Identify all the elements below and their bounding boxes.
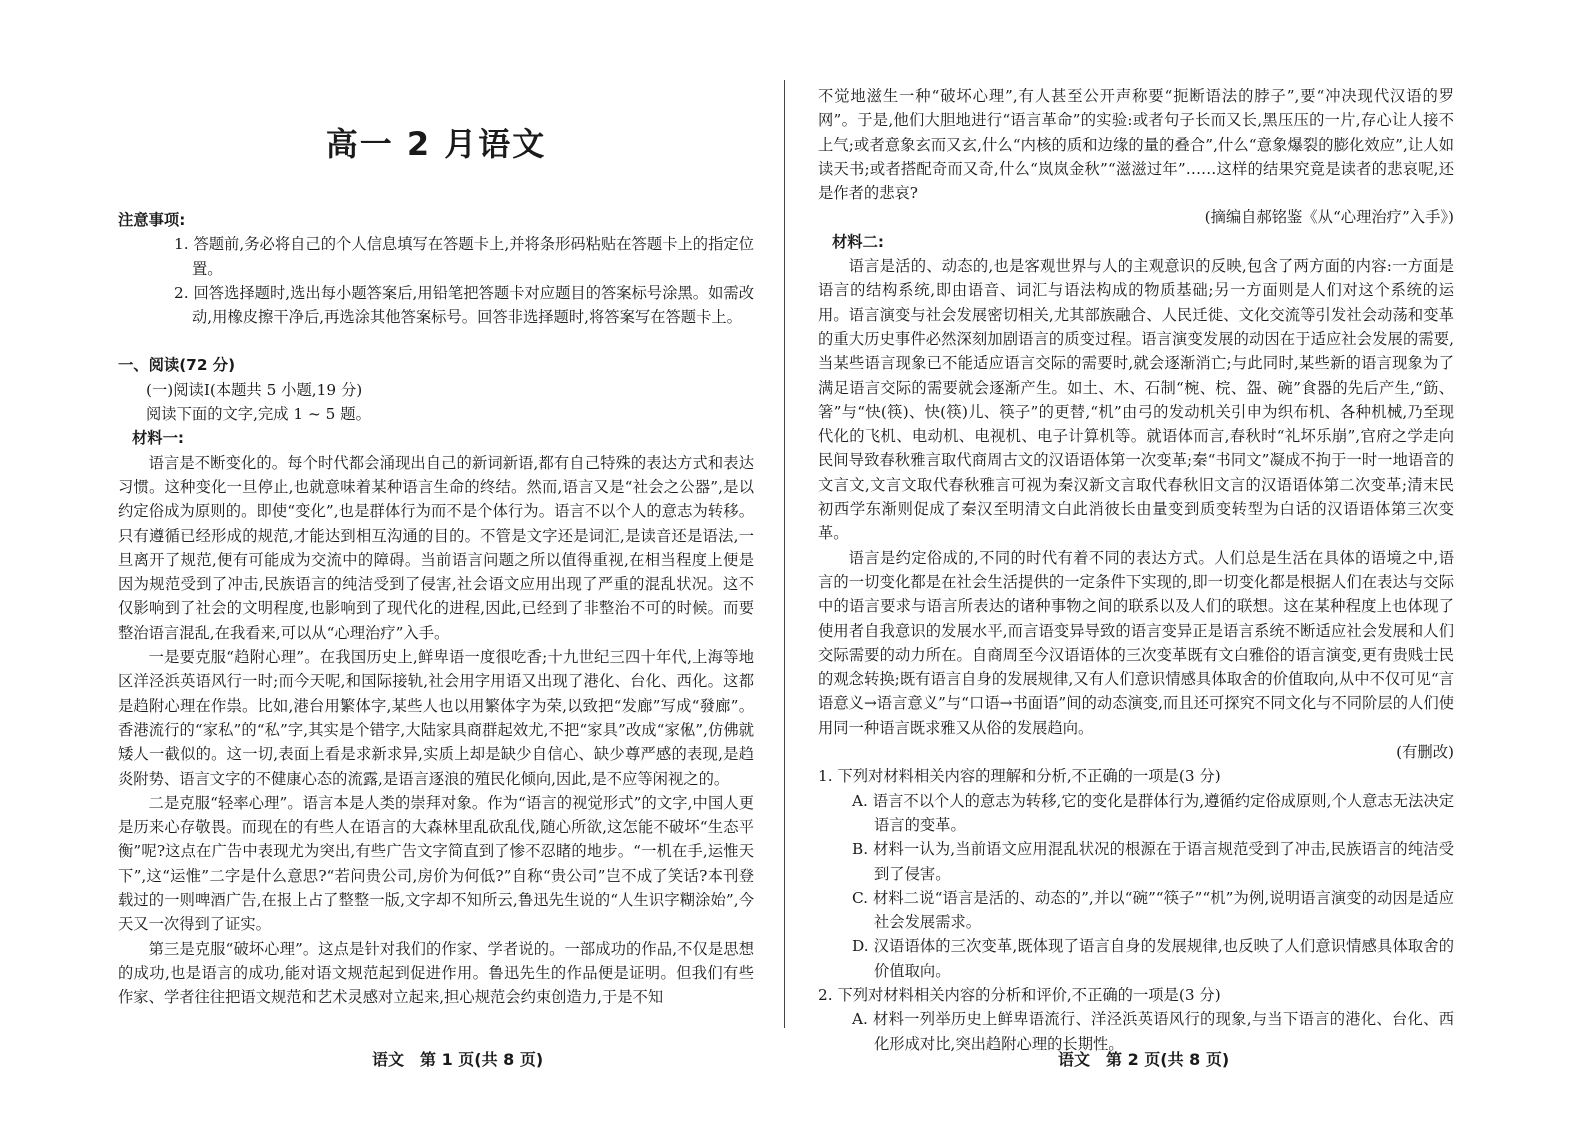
material-1-label: 材料一: bbox=[132, 429, 185, 448]
material-1-paragraph: 一是要克服“趋附心理”。在我国历史上,鲜卑语一度很吃香;十九世纪三四十年代,上海等地区洋泾浜英语风行一时;而今天呢,和国际接轨,社会用字用语又出现了港化、台化、西化。这都是趋附心理在作祟。比如,港台用繁体字,某些人也以用繁体字为荣,以致把“发廊”写成“發廊”。香港流行的“家私”的“私”字,其实是个错字,大陆家具商群起效尤,不把“家具”改成“家俬”,仿佛就矮人一截似的。这一切,表面上看是求新求异,实质上却是缺少自信心、缺少尊严感的表现,是趋炎附势、语言文字的不健康心态的流露,是语言逐浪的殖民化倾向,因此,是不应等闲视之的。 bbox=[118, 648, 754, 788]
column-divider bbox=[784, 80, 785, 1028]
material-2-source: (有删改) bbox=[1396, 743, 1454, 762]
left-page bbox=[118, 80, 754, 1010]
question-1-option: C. 材料二说“语言是活的、动态的”,并以“碗”“筷子”“机”为例,说明语言演变的动因是适应社会发展需求。 bbox=[852, 888, 1454, 932]
material-1-continued: 不觉地滋生一种“破坏心理”,有人甚至公开声称要“扼断语法的脖子”,要“冲决现代汉语的罗网”。于是,他们大胆地进行“语言革命”的实验:或者句子长而又长,黑压压的一片,存心让人接不上气;或者意象玄而又玄,什么“内核的质和边缘的量的叠合”,什么“意象爆裂的膨化效应”,让人如读天书;或者搭配奇而又奇,什么“岚岚金秋”“滋滋过年”……这样的结果究竟是读者的悲哀呢,还是作者的悲哀? bbox=[818, 87, 1454, 203]
question-1-option: A. 语言不以个人的意志为转移,它的变化是群体行为,遵循约定俗成原则,个人意志无法决定语言的变革。 bbox=[852, 791, 1454, 834]
material-2-paragraph: 语言是约定俗成的,不同的时代有着不同的表达方式。人们总是生活在具体的语境之中,语言的一切变化都是在社会生活提供的一定条件下实现的,即一切变化都是根据人们在表达与交际中的语言要求与语言所表达的诸种事物之间的联系以及人们的联想。这在某种程度上也体现了使用者自我意识的发展水平,而言语变异导致的语言变异正是语言系统不断适应社会发展和人们交际需要的动力所在。自商周至今汉语语体的三次变革既有文白雅俗的语言演变,更有贵贱士民的观念转换;既有语言自身的发展规律,又有人们意识情感具体取舍的价值取向,从中不仅可见“言语意义→语言意义”与“口语→书面语”间的动态演变,而且还可探究不同文化与不同阶层的人们使用同一种语言既求雅又从俗的发展趋向。 bbox=[818, 548, 1454, 737]
section-heading: 一、阅读(72 分) bbox=[118, 356, 236, 375]
notice-item: 1. 答题前,务必将自己的个人信息填写在答题卡上,并将条形码粘贴在答题卡上的指定位置。 bbox=[174, 235, 754, 278]
notice-list bbox=[118, 232, 754, 329]
notice-heading: 注意事项: bbox=[118, 211, 186, 229]
material-1-paragraph: 语言是不断变化的。每个时代都会涌现出自己的新词新语,都有自己特殊的表达方式和表达习惯。这种变化一旦停止,也就意味着某种语言生命的终结。然而,语言又是“社会之公器”,是以约定俗成为原则的。即使“变化”,也是群体行为而不是个体行为。语言不以个人的意志为转移。只有遵循已经形成的规范,才能达到相互沟通的目的。不管是文字还是词汇,是读音还是语法,一旦离开了规范,便有可能成为交流中的障碍。当前语言问题之所以值得重视,在相当程度上便是因为规范受到了冲击,民族语言的纯洁受到了侵害,社会语文应用出现了严重的混乱状况。这不仅影响到了社会的文明程度,也影响到了现代化的进程,因此,已经到了非整治不可的时候。而要整治语言混乱,在我看来,可以从“心理治疗”入手。 bbox=[118, 453, 754, 642]
exam-title: 高一 2 月语文 bbox=[325, 125, 547, 163]
right-page bbox=[818, 84, 1454, 1056]
instruction: 阅读下面的文字,完成 1 ~ 5 题。 bbox=[146, 405, 371, 424]
material-1-paragraph: 二是克服“轻率心理”。语言本是人类的崇拜对象。作为“语言的视觉形式”的文字,中国人更是历来心存敬畏。而现在的有些人在语言的大森林里乱砍乱伐,随心所欲,这怎能不破坏“生态平衡”呢?这点在广告中表现尤为突出,有些广告文字简直到了惨不忍睹的地步。“一机在手,运惟天下”,这“运惟”二字是什么意思?“若问贵公司,房价为何低?”自称“贵公司”岂不成了笑话?本刊登载过的一则啤酒广告,在报上占了整整一版,文字却不知所云,鲁迅先生说的“人生识字糊涂始”,今天又一次得到了证实。 bbox=[118, 793, 754, 934]
material-1-source: (摘编自郝铭鉴《从“心理治疗”入手》) bbox=[1204, 208, 1454, 227]
question-1-stem: 1. 下列对材料相关内容的理解和分析,不正确的一项是(3 分) bbox=[818, 767, 1221, 786]
question-1-option: D. 汉语语体的三次变革,既体现了语言自身的发展规律,也反映了人们意识情感具体取舍的价值取向。 bbox=[852, 937, 1454, 980]
sub-heading: (一)阅读Ⅰ(本题共 5 小题,19 分) bbox=[146, 380, 363, 399]
notice-item: 2. 回答选择题时,选出每小题答案后,用铅笔把答题卡对应题目的答案标号涂黑。如需改动,用橡皮擦干净后,再选涂其他答案标号。回答非选择题时,将答案写在答题卡上。 bbox=[174, 283, 754, 327]
question-2-option: A. 材料一列举历史上鲜卑语流行、洋泾浜英语风行的现象,与当下语言的港化、台化、西化形成对比,突出趋附心理的长期性。 bbox=[852, 1010, 1454, 1053]
question-1-option: B. 材料一认为,当前语文应用混乱状况的根源在于语言规范受到了冲击,民族语言的纯洁受到了侵害。 bbox=[852, 840, 1454, 883]
material-2-label: 材料二: bbox=[832, 232, 885, 251]
page-footer-right: 语文 第 2 页(共 8 页) bbox=[1058, 1050, 1230, 1069]
material-1-paragraph: 第三是克服“破坏心理”。这点是针对我们的作家、学者说的。一部成功的作品,不仅是思想的成功,也是语言的成功,能对语文规范起到促进作用。鲁迅先生的作品便是证明。但我们有些作家、学者往往把语文规范和艺术灵感对立起来,担心规范会约束创造力,于是不知 bbox=[118, 939, 754, 1007]
material-2-paragraph: 语言是活的、动态的,也是客观世界与人的主观意识的反映,包含了两方面的内容:一方面是语言的结构系统,即由语音、词汇与语法构成的物质基础;另一方面则是人们对这个系统的运用。语言演变与社会发展密切相关,尤其部族融合、人民迁徙、文化交流等引发社会动荡和变革的重大历史事件必然深刻加剧语言的质变过程。语言演变发展的动因在于适应社会发展的需要,当某些语言现象已不能适应语言交际的需要时,就会逐渐消亡;与此同时,某些新的语言现象为了满足语言交际的需要就会逐渐产生。如土、木、石制“椀、梡、盌、碗”食器的先后产生,“筯、箸”与“快(筷)、快(筷)儿、筷子”的更替,“机”由弓的发动机关引申为织布机、各种机械,乃至现代化的飞机、电动机、电视机、电子计算机等。就语体而言,春秋时“礼坏乐崩”,官府之学走向民间导致春秋雅言取代商周古文的汉语语体第一次变革;秦“书同文”凝成不拘于一时一地语音的文言文,文言文取代春秋雅言可视为秦汉新文言取代春秋旧文言的汉语语体第二次变革;清末民初西学东渐则促成了秦汉至明清文白此消彼长由量变到质变转型为白话的汉语语体第三次变革。 bbox=[818, 257, 1454, 543]
page-footer-left: 语文 第 1 页(共 8 页) bbox=[372, 1050, 544, 1069]
question-2-stem: 2. 下列对材料相关内容的分析和评价,不正确的一项是(3 分) bbox=[818, 985, 1221, 1004]
